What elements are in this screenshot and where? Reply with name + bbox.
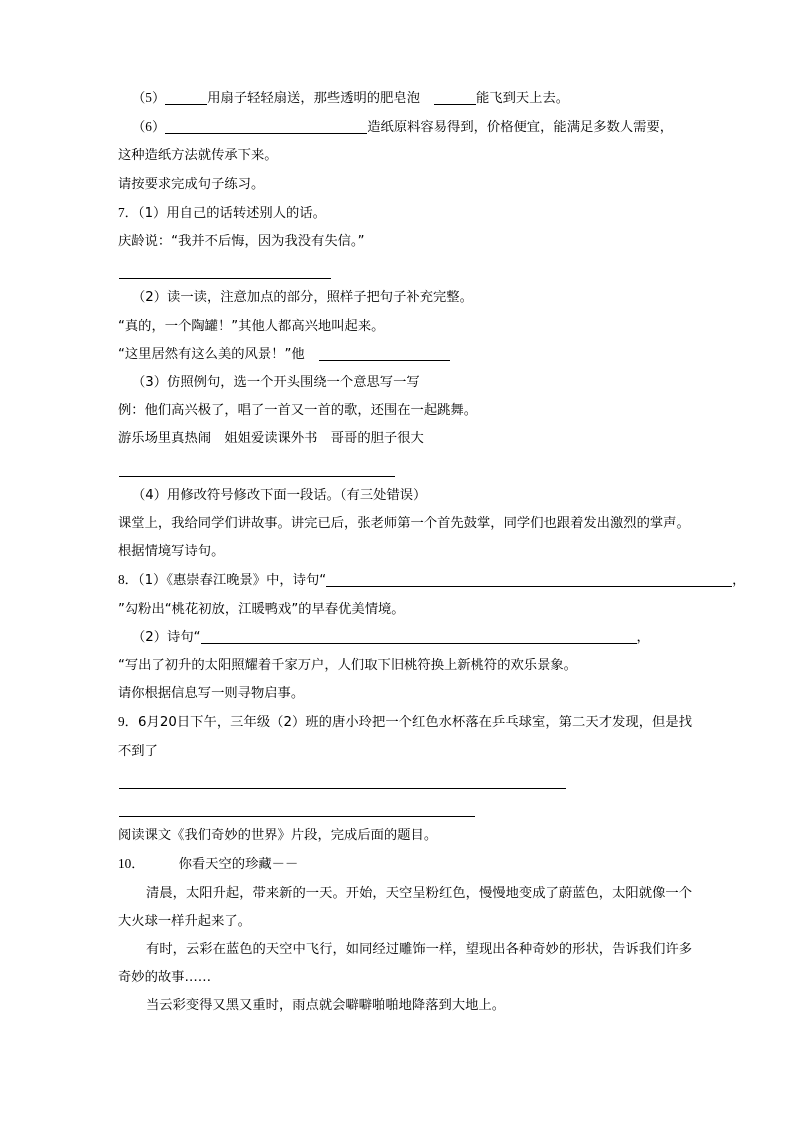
answer-rule-3[interactable] <box>119 788 566 789</box>
answer-rule-2[interactable] <box>119 476 395 477</box>
passage-paragraph-2: 有时，云彩在蓝色的天空中飞行，如同经过雕饰一样，望现出各种奇妙的形状，告诉我们许多奇妙的故事…… <box>118 942 692 986</box>
question-7-number: 7． <box>118 204 138 220</box>
question-7-sub1-label <box>118 199 690 228</box>
answer-rule-row-2 <box>118 454 690 482</box>
instruction-reading-passage: 阅读课文《我们奇妙的世界》片段，完成后面的题目。 <box>118 828 438 844</box>
question-7-sub3-label: （3）仿照例句，选一个开头围绕一个意思写一写 <box>132 375 420 391</box>
document-body <box>118 84 746 1021</box>
question-5-text-2: 能飞到天上去。 <box>476 91 570 106</box>
question-7-sub1-text: （1）用自己的话转述别人的话。 <box>137 205 326 221</box>
instruction-lost-notice: 请你根据信息写一则寻物启事。 <box>118 686 305 702</box>
question-8-sub1-comma: ， <box>732 573 746 589</box>
question-8-sub1-blank[interactable] <box>326 573 732 587</box>
question-8-sub2-comma: ， <box>636 629 650 645</box>
question-6-number: （6） <box>132 119 166 135</box>
question-7-sub3-example: 例：他们高兴极了，唱了一首又一首的歌，还围在一起跳舞。 <box>118 403 478 419</box>
question-5-text-1: 用扇子轻轻扇送，那些透明的肥皂泡 <box>207 91 420 106</box>
question-6-line <box>118 113 690 142</box>
question-7-sub2-blank[interactable] <box>319 347 450 361</box>
answer-rule-row-1 <box>118 256 690 284</box>
question-10-title-line <box>118 850 690 879</box>
answer-rule-row-3 <box>118 766 690 794</box>
instruction-poem-writing: 根据情境写诗句。 <box>118 544 225 560</box>
question-6-blank[interactable] <box>165 120 367 134</box>
question-10-title: 你看天空的珍藏－－ <box>178 857 299 873</box>
question-7-sub2-prompt: “这里居然有这么美的风景！”他 <box>118 346 305 362</box>
question-7-sub2-prompt-line <box>118 341 690 369</box>
passage-paragraph-1: 清晨，太阳升起，带来新的一天。开始，天空呈粉红色，慢慢地变成了蔚蓝色，太阳就像一个大火球一样升起来了。 <box>118 885 692 929</box>
instruction-sentence-practice: 请按要求完成句子练习。 <box>118 176 265 192</box>
question-8-sub2-blank[interactable] <box>201 630 637 644</box>
question-5-blank-2[interactable] <box>434 91 476 105</box>
question-5-line <box>118 84 690 113</box>
question-5-blank-1[interactable] <box>165 91 207 105</box>
question-6-continuation: 这种造纸方法就传承下来。 <box>118 148 278 164</box>
question-8-number: 8． <box>118 572 138 588</box>
question-8-sub1-line <box>118 566 746 595</box>
passage-paragraph-3: 当云彩变得又黑又重时，雨点就会噼噼啪啪地降落到大地上。 <box>146 998 506 1014</box>
question-8-sub1-after: ”勾粉出“桃花初放，江暖鸭戏”的早春优美情境。 <box>118 601 405 617</box>
question-9-text: 6月20日下午，三年级（2）班的唐小玲把一个红色水杯落在乒乓球室，第二天才发现，但是找不到了 <box>118 715 692 759</box>
question-7-sub2-example: “真的，一个陶罐！”其他人都高兴地叫起来。 <box>118 318 385 334</box>
question-8-sub2-prefix: （2）诗句“ <box>132 629 201 645</box>
question-8-sub2-line <box>118 624 690 652</box>
question-10-number: 10． <box>118 856 145 872</box>
question-9-paragraph <box>118 708 692 765</box>
question-7-sub3-options: 游乐场里真热闹 姐姐爱读课外书 哥哥的胆子很大 <box>118 431 424 447</box>
question-8-sub1-prefix: （1）《惠崇春江晚景》中，诗句“ <box>137 573 327 589</box>
answer-rule-1[interactable] <box>119 278 331 279</box>
answer-rule-row-4 <box>118 794 690 822</box>
question-6-text: 造纸原料容易得到，价格便宜，能满足多数人需要， <box>367 120 674 136</box>
question-7-sub2-label: （2）读一读，注意加点的部分，照样子把句子补充完整。 <box>132 290 473 306</box>
question-5-number: （5） <box>132 90 166 105</box>
answer-rule-4[interactable] <box>119 816 475 817</box>
question-7-sub1-quote: 庆龄说：“我并不后悔，因为我没有失信。” <box>118 234 365 250</box>
question-8-sub2-after: “写出了初升的太阳照耀着千家万户，人们取下旧桃符换上新桃符的欢乐景象。 <box>118 658 577 674</box>
question-7-sub4-label: （4）用修改符号修改下面一段话。（有三处错误） <box>132 487 427 503</box>
question-7-sub4-paragraph: 课堂上，我给同学们讲故事。讲完已后，张老师第一个首先鼓掌，同学们也跟着发出激烈的掌声。 <box>118 516 690 532</box>
question-9-number: 9． <box>118 714 139 730</box>
